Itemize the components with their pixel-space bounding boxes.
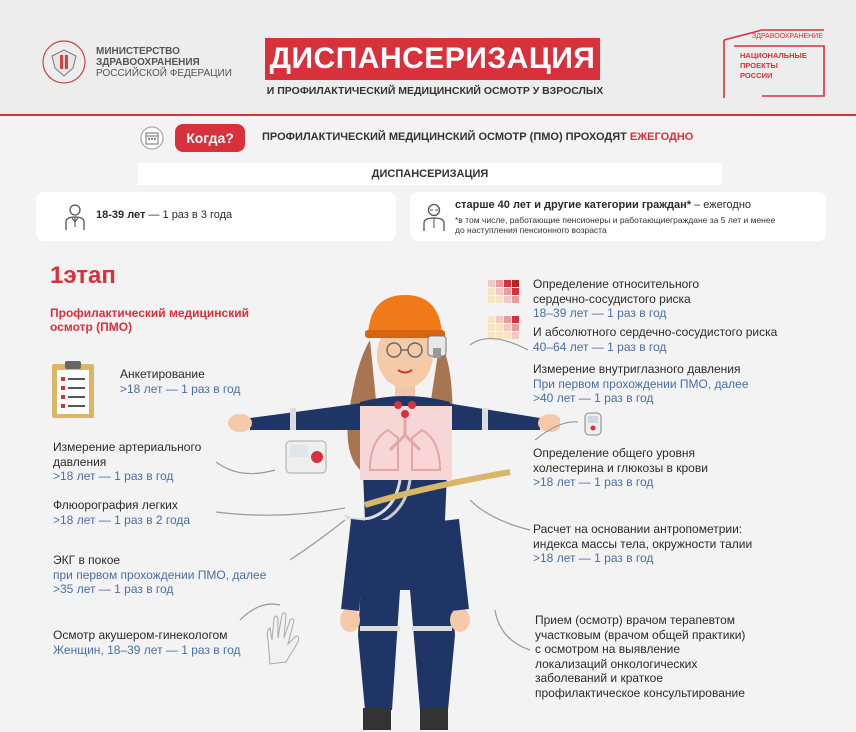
when-badge: Когда? [175, 124, 245, 152]
item-title-2: холестерина и глюкозы в крови [533, 460, 708, 475]
item-title: Определение общего уровня [533, 446, 695, 460]
list-item-anthropometry [533, 522, 833, 566]
list-item-ecg [53, 553, 293, 597]
item-title-6: профилактическое консультирование [535, 685, 745, 700]
list-item-blood-pressure [53, 440, 253, 484]
list-item-questionnaire [120, 367, 320, 396]
list-item-absolute-risk [533, 325, 833, 354]
item-frequency: при первом прохождении ПМО, далее [53, 567, 267, 582]
item-title-3: с осмотром на выявление [535, 642, 681, 656]
item-title: Анкетирование [120, 367, 205, 381]
item-title: Измерение внутриглазного давления [533, 362, 741, 376]
item-frequency: >18 лет — 1 раз в год [120, 381, 241, 396]
list-item-intraocular-pressure [533, 362, 833, 406]
when-highlight: ЕЖЕГОДНО [629, 131, 694, 143]
young-age: 18-39 лет [96, 209, 146, 221]
item-frequency: >18 лет — 1 раз в год [53, 469, 174, 483]
item-title: Флюорография легких [53, 498, 178, 512]
page-subtitle: И ПРОФИЛАКТИЧЕСКИЙ МЕДИЦИНСКИЙ ОСМОТР У ВЗРОСЛЫХ [266, 85, 604, 97]
stage-title: 1этап [50, 262, 116, 289]
list-item-relative-risk [533, 277, 833, 321]
np-logo-top: ЗДРАВООХРАНЕНИЕ [752, 33, 823, 40]
older-note-1: *в том числе, работающие пенсионеры и работающиеграждане за 5 лет и менее [455, 215, 776, 225]
np-logo-line1: НАЦИОНАЛЬНЫЕ [740, 51, 807, 60]
item-frequency: Женщин, 18–39 лет — 1 раз в год [53, 642, 241, 657]
item-title-2: участковым (врачом общей практики) [535, 627, 746, 642]
item-frequency: >18 лет — 1 раз в 2 года [53, 512, 191, 527]
item-title: Прием (осмотр) врачом терапевтом [535, 613, 736, 627]
list-item-gynecologist [53, 628, 263, 657]
older-age: старше 40 лет и другие категории граждан* [455, 199, 692, 211]
item-title: ЭКГ в покое [53, 553, 121, 567]
item-title: Определение относительного [533, 277, 700, 291]
ministry-line-2: ЗДРАВООХРАНЕНИЯ [96, 56, 200, 68]
np-logo-line2: ПРОЕКТЫ [740, 61, 778, 70]
older-note-2: до наступления пенсионного возраста [455, 225, 607, 235]
item-title: Измерение артериального давления [53, 440, 202, 469]
np-logo-line3: РОССИИ [740, 71, 773, 80]
item-title-5: заболеваний и краткое [535, 671, 664, 685]
item-title: Осмотр акушером-гинекологом [53, 628, 228, 642]
item-title-4: локализаций онкологических [535, 656, 698, 671]
older-freq: – ежегодно [691, 199, 752, 211]
when-text-main: ПРОФИЛАКТИЧЕСКИЙ МЕДИЦИНСКИЙ ОСМОТР (ПМО) ПРОХОДЯТ [262, 131, 627, 143]
item-frequency: 40–64 лет — 1 раз в год [533, 339, 667, 354]
item-frequency: 18–39 лет — 1 раз в год [533, 306, 667, 320]
ministry-line-3: РОССИЙСКОЙ ФЕДЕРАЦИИ [96, 67, 232, 79]
item-title-2: индекса массы тела, окружности талии [533, 536, 753, 551]
dispensarization-label: ДИСПАНСЕРИЗАЦИЯ [138, 163, 722, 185]
item-frequency-2: >40 лет — 1 раз в год [533, 391, 654, 405]
item-title: И абсолютного сердечно-сосудистого риска [533, 325, 778, 339]
item-frequency: >18 лет — 1 раз в год [533, 551, 654, 565]
item-frequency: При первом прохождении ПМО, далее [533, 376, 749, 391]
item-title-2: сердечно-сосудистого риска [533, 291, 691, 306]
ministry-line-1: МИНИСТЕРСТВО [96, 45, 180, 57]
list-item-cholesterol-glucose [533, 446, 833, 490]
item-frequency: >18 лет — 1 раз в год [533, 475, 654, 489]
list-item-fluorography [53, 498, 253, 527]
list-item-therapist-exam [535, 613, 835, 700]
item-frequency-2: >35 лет — 1 раз в год [53, 582, 174, 596]
page-title: ДИСПАНСЕРИЗАЦИЯ [265, 38, 600, 80]
stage-subtitle: Профилактический медицинский осмотр (ПМО) [50, 306, 249, 334]
young-freq: — 1 раз в 3 года [145, 209, 233, 221]
item-title: Расчет на основании антропометрии: [533, 522, 743, 536]
